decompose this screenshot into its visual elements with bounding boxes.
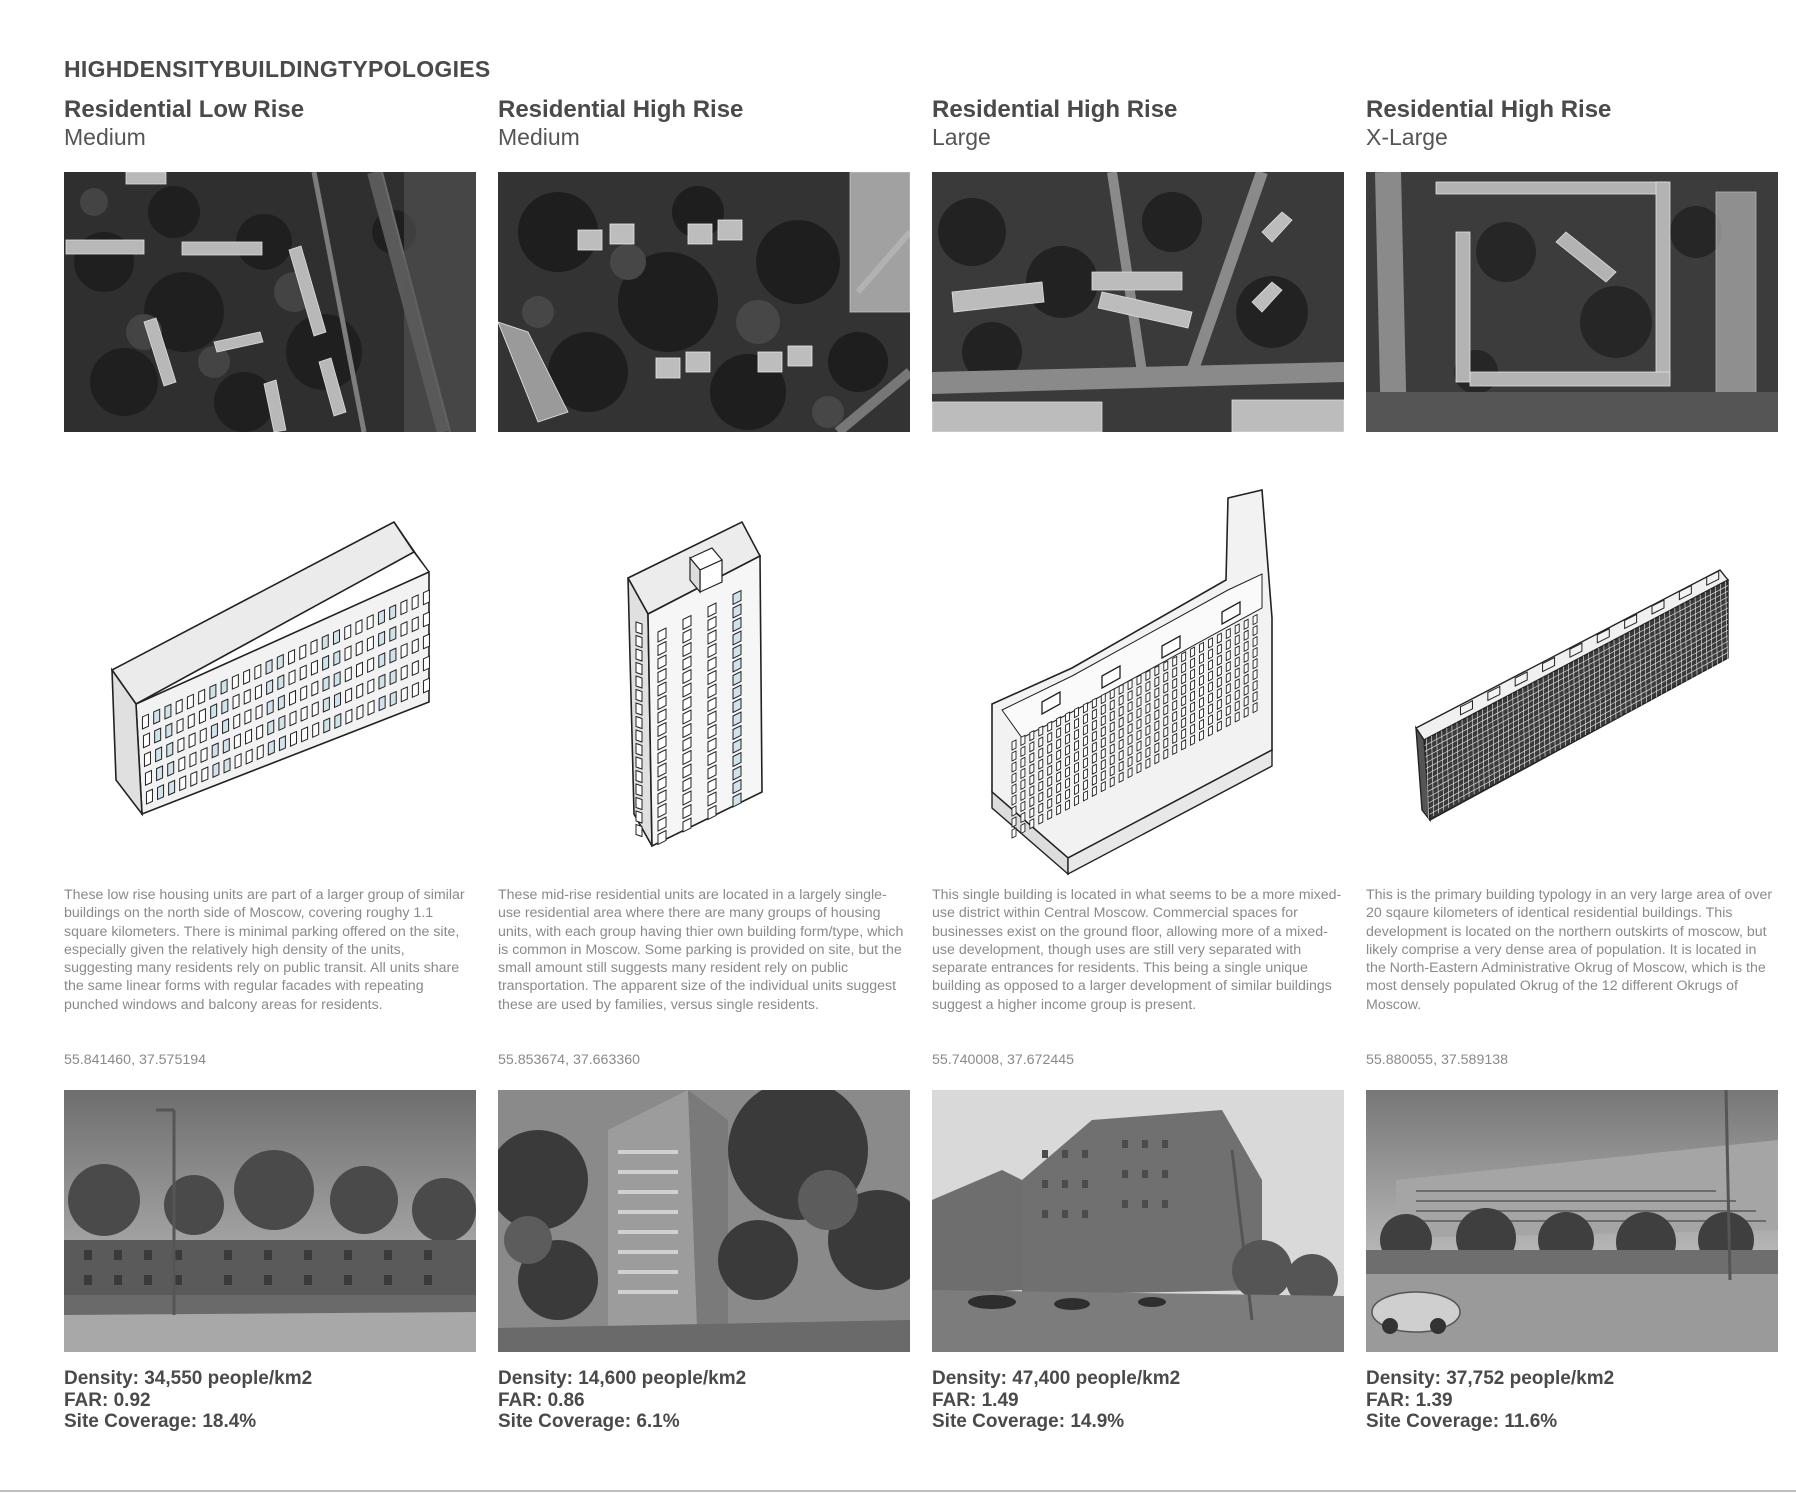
typology-description: This is the primary building typology in an very large area of over 20 sqaure kilometers of identical residential buildings. This development is located on the northern outskirts of moscow, but likely comprise a very dense area of population. It is located in the North-Eastern Administrative Okrug of Moscow, which is the most densely populated Okrug of the 12 different Okrugs of Moscow.: [1366, 887, 1773, 1013]
site-coverage-value: Site Coverage: 18.4%: [64, 1411, 257, 1432]
far-value: FAR: 0.92: [64, 1389, 151, 1411]
typology-column-low-rise: [64, 96, 476, 1456]
site-coverage-value: Site Coverage: 11.6%: [1366, 1411, 1558, 1432]
typology-stats: [1366, 1368, 1614, 1433]
typology-title: Residential High Rise: [1366, 96, 1612, 123]
typology-title: Residential High Rise: [498, 96, 744, 123]
far-value: FAR: 0.86: [498, 1389, 585, 1411]
aerial-photo: [1366, 172, 1778, 432]
typology-column-high-rise-large: [932, 96, 1344, 1456]
typology-coordinates: 55.853674, 37.663360: [498, 1052, 641, 1068]
density-value: Density: 37,752 people/km2: [1366, 1368, 1615, 1389]
typology-size: Medium: [498, 124, 580, 150]
typology-description: This single building is located in what seems to be a more mixed-use district within Central Moscow. Commercial spaces for businesses exist on the ground floor, allowing more of a mixed-use development, though uses are still very separated with separate entrances for residents. This being a single unique building as opposed to a larger development of similar buildings suggest a higher income group is present.: [932, 887, 1342, 1013]
far-value: FAR: 1.49: [932, 1389, 1019, 1411]
density-value: Density: 47,400 people/km2: [932, 1368, 1181, 1389]
typology-stats: [64, 1368, 312, 1433]
typology-stats: [498, 1368, 746, 1433]
typology-stats: [932, 1368, 1180, 1433]
typology-size: X-Large: [1366, 124, 1448, 150]
typology-coordinates: 55.841460, 37.575194: [64, 1052, 207, 1068]
street-photo: [932, 1090, 1344, 1352]
street-photo: [498, 1090, 910, 1352]
site-coverage-value: Site Coverage: 14.9%: [932, 1411, 1125, 1432]
aerial-photo: [64, 172, 476, 432]
isometric-building-drawing: [1366, 462, 1778, 932]
typology-size: Large: [932, 124, 991, 150]
typology-description: These low rise housing units are part of a larger group of similar buildings on the north side of Moscow, covering roughy 1.1 square kilometers. There is minimal parking offered on the site, especially given the relatively high density of the units, suggesting many residents rely on public transit. All units share the same linear forms with regular facades with repeating punched windows and balcony areas for residents.: [64, 887, 465, 1013]
aerial-photo: [498, 172, 910, 432]
page-title: HIGHDENSITYBUILDINGTYPOLOGIES: [64, 56, 491, 82]
typology-title: Residential Low Rise: [64, 96, 305, 123]
bottom-divider: [0, 1490, 1796, 1492]
isometric-building-drawing: [932, 462, 1344, 932]
street-photo: [1366, 1090, 1778, 1352]
street-photo: [64, 1090, 476, 1352]
density-value: Density: 34,550 people/km2: [64, 1368, 313, 1389]
isometric-building-drawing: [498, 462, 910, 932]
isometric-building-drawing: [64, 462, 476, 932]
typology-column-high-rise-xlarge: [1366, 96, 1778, 1456]
aerial-photo: [932, 172, 1344, 432]
far-value: FAR: 1.39: [1366, 1389, 1453, 1411]
density-value: Density: 14,600 people/km2: [498, 1368, 747, 1389]
typology-coordinates: 55.880055, 37.589138: [1366, 1052, 1509, 1068]
typology-column-high-rise-medium: [498, 96, 910, 1456]
typology-size: Medium: [64, 124, 146, 150]
site-coverage-value: Site Coverage: 6.1%: [498, 1411, 680, 1432]
typology-coordinates: 55.740008, 37.672445: [932, 1052, 1075, 1068]
typology-title: Residential High Rise: [932, 96, 1178, 123]
typology-description: These mid-rise residential units are located in a largely single-use residential area where there are many groups of housing units, with each group having thier own building form/type, which is common in Moscow. Some parking is provided on site, but the small amount still suggests many resident rely on public transportation. The apparent size of the individual units suggest these are used by families, versus single residents.: [498, 887, 904, 1013]
